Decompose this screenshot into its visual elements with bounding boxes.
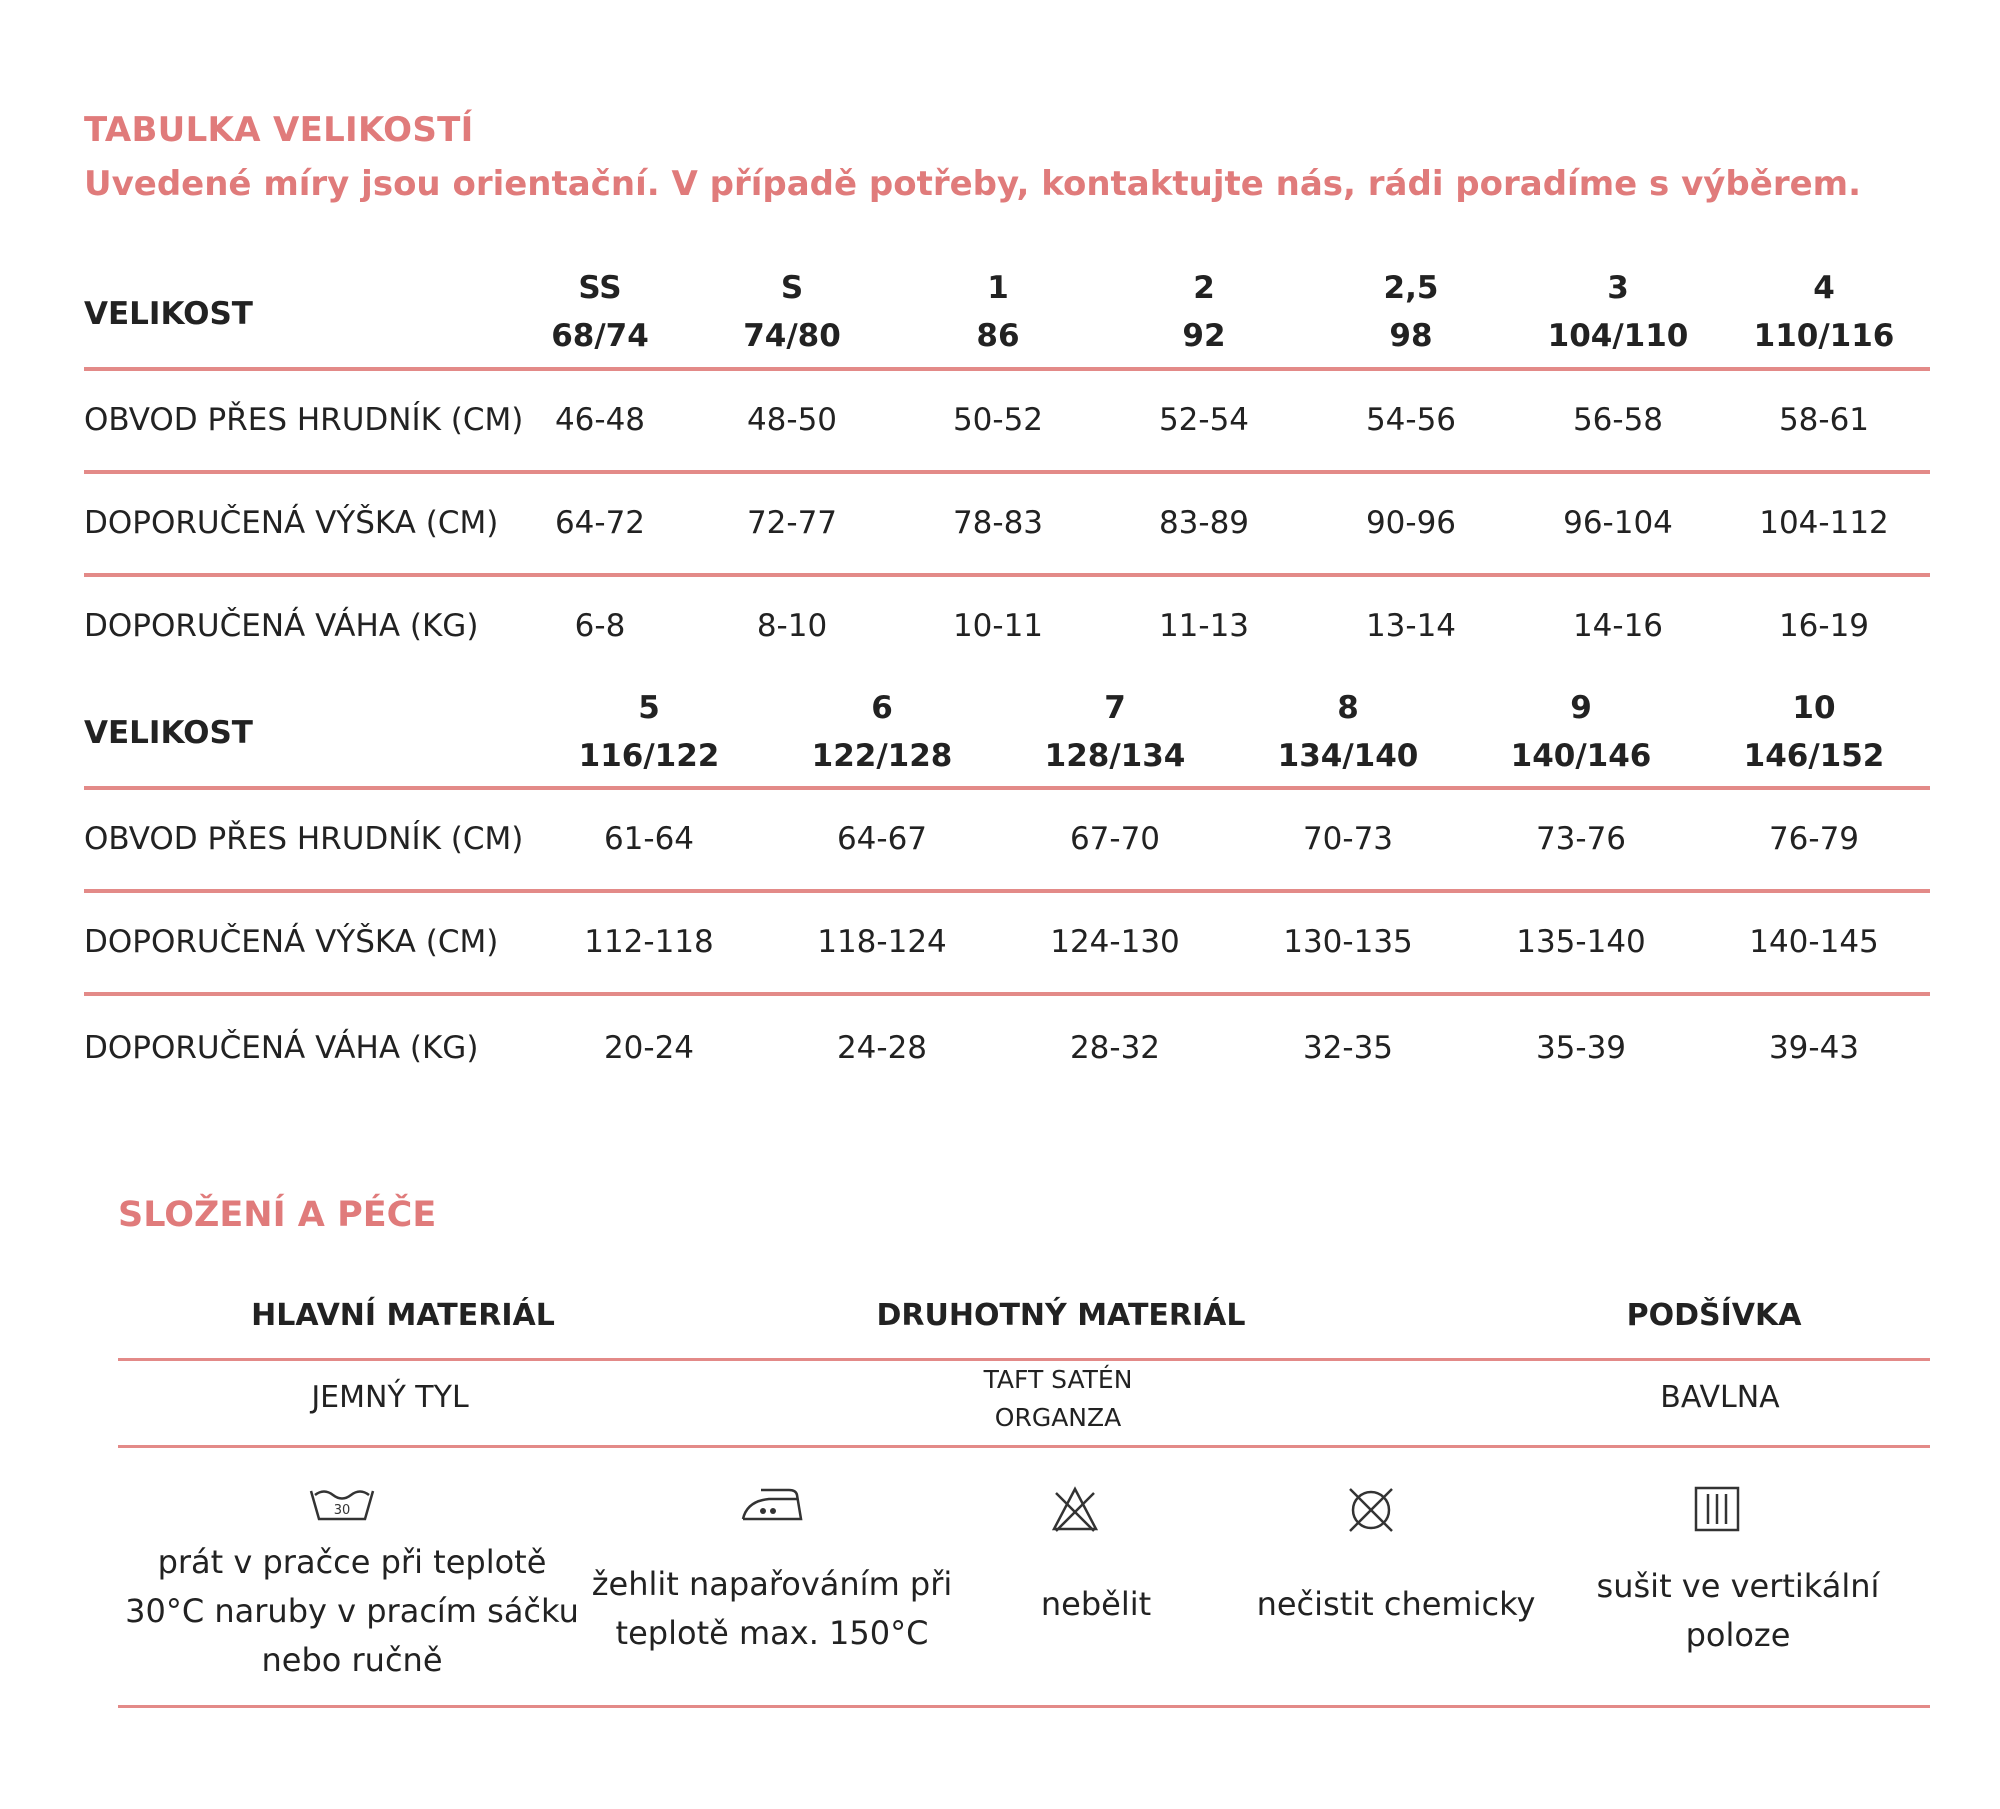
table-cell: 6-8 — [574, 608, 626, 644]
table-divider — [84, 470, 1930, 474]
secondary-material-value: TAFT SATÉN ORGANZA — [983, 1365, 1133, 1432]
table-cell: 16-19 — [1778, 608, 1870, 644]
row-label-height: DOPORUČENÁ VÝŠKA (CM) — [84, 505, 499, 541]
composition-divider — [118, 1705, 1930, 1708]
size-column-1: 1 86 — [976, 270, 1020, 354]
size-column-6: 6 122/128 — [811, 690, 953, 774]
table-cell: 46-48 — [554, 402, 646, 438]
composition-divider — [118, 1445, 1930, 1448]
table-divider — [84, 992, 1930, 996]
size-column-10: 10 146/152 — [1743, 690, 1885, 774]
size-column-ss: SS 68/74 — [551, 270, 649, 354]
row-label-weight: DOPORUČENÁ VÁHA (KG) — [84, 1030, 479, 1066]
care-text-vertical-dry: sušit ve vertikální poloze — [1596, 1567, 1880, 1654]
size-column-5: 5 116/122 — [578, 690, 720, 774]
table-cell: 52-54 — [1158, 402, 1250, 438]
vertical-dry-icon — [1693, 1485, 1741, 1533]
table-cell: 20-24 — [603, 1030, 695, 1066]
table-cell: 48-50 — [746, 402, 838, 438]
care-text-no-bleach: nebělit — [1040, 1585, 1152, 1623]
page-title: TABULKA VELIKOSTÍ — [84, 110, 474, 150]
main-material-heading: HLAVNÍ MATERIÁL — [251, 1298, 555, 1333]
table-cell: 96-104 — [1563, 505, 1673, 541]
table-cell: 64-67 — [836, 821, 928, 857]
size-column-s: S 74/80 — [743, 270, 841, 354]
page-subtitle: Uvedené míry jsou orientační. V případě potřeby, kontaktujte nás, rádi poradíme s výběrem. — [84, 164, 1861, 204]
table-cell: 58-61 — [1778, 402, 1870, 438]
table-cell: 70-73 — [1302, 821, 1394, 857]
table-cell: 112-118 — [584, 924, 714, 960]
table-cell: 72-77 — [746, 505, 838, 541]
wash-30-icon — [307, 1485, 377, 1525]
table-cell: 124-130 — [1050, 924, 1180, 960]
table-cell: 14-16 — [1572, 608, 1664, 644]
size-column-2-5: 2,5 98 — [1383, 270, 1439, 354]
table-cell: 8-10 — [756, 608, 828, 644]
table-cell: 67-70 — [1069, 821, 1161, 857]
size-column-9: 9 140/146 — [1510, 690, 1652, 774]
no-bleach-icon — [1050, 1485, 1100, 1535]
table-cell: 50-52 — [952, 402, 1044, 438]
size-column-2: 2 92 — [1182, 270, 1226, 354]
row-label-height: DOPORUČENÁ VÝŠKA (CM) — [84, 924, 499, 960]
table-cell: 13-14 — [1365, 608, 1457, 644]
lining-heading: PODŠÍVKA — [1626, 1298, 1802, 1333]
row-label-chest: OBVOD PŘES HRUDNÍK (CM) — [84, 821, 524, 857]
lining-value: BAVLNA — [1660, 1380, 1780, 1415]
table-cell: 118-124 — [817, 924, 947, 960]
table-cell: 73-76 — [1535, 821, 1627, 857]
table-cell: 10-11 — [952, 608, 1044, 644]
table-cell: 104-112 — [1759, 505, 1889, 541]
table-cell: 56-58 — [1572, 402, 1664, 438]
table-cell: 64-72 — [554, 505, 646, 541]
table-cell: 83-89 — [1158, 505, 1250, 541]
main-material-value: JEMNÝ TYL — [311, 1380, 469, 1415]
size-header-label: VELIKOST — [84, 296, 253, 332]
row-label-weight: DOPORUČENÁ VÁHA (KG) — [84, 608, 479, 644]
table-cell: 130-135 — [1283, 924, 1413, 960]
table-cell: 78-83 — [952, 505, 1044, 541]
table-divider — [84, 889, 1930, 893]
table-cell: 140-145 — [1749, 924, 1879, 960]
iron-icon — [739, 1485, 805, 1525]
table-cell: 61-64 — [603, 821, 695, 857]
row-label-chest: OBVOD PŘES HRUDNÍK (CM) — [84, 402, 524, 438]
care-text-iron: žehlit napařováním při teplotě max. 150°C — [591, 1565, 953, 1652]
table-cell: 28-32 — [1069, 1030, 1161, 1066]
table-divider — [84, 573, 1930, 577]
size-header-label: VELIKOST — [84, 715, 253, 751]
no-dry-clean-icon — [1346, 1485, 1396, 1535]
table-divider — [84, 367, 1930, 371]
size-column-8: 8 134/140 — [1277, 690, 1419, 774]
table-cell: 35-39 — [1535, 1030, 1627, 1066]
size-column-3: 3 104/110 — [1547, 270, 1689, 354]
care-text-no-dry-clean: nečistit chemicky — [1256, 1585, 1536, 1623]
secondary-material-heading: DRUHOTNÝ MATERIÁL — [876, 1298, 1246, 1333]
composition-title: SLOŽENÍ A PÉČE — [118, 1195, 437, 1235]
table-cell: 90-96 — [1365, 505, 1457, 541]
table-cell: 54-56 — [1365, 402, 1457, 438]
table-divider — [84, 786, 1930, 790]
table-cell: 11-13 — [1158, 608, 1250, 644]
table-cell: 32-35 — [1302, 1030, 1394, 1066]
table-cell: 24-28 — [836, 1030, 928, 1066]
size-column-4: 4 110/116 — [1753, 270, 1895, 354]
svg-text:30: 30 — [333, 1503, 351, 1518]
size-column-7: 7 128/134 — [1044, 690, 1186, 774]
care-text-wash: prát v pračce při teplotě 30°C naruby v pracím sáčku nebo ručně — [125, 1543, 579, 1679]
table-cell: 135-140 — [1516, 924, 1646, 960]
table-cell: 76-79 — [1768, 821, 1860, 857]
table-cell: 39-43 — [1768, 1030, 1860, 1066]
